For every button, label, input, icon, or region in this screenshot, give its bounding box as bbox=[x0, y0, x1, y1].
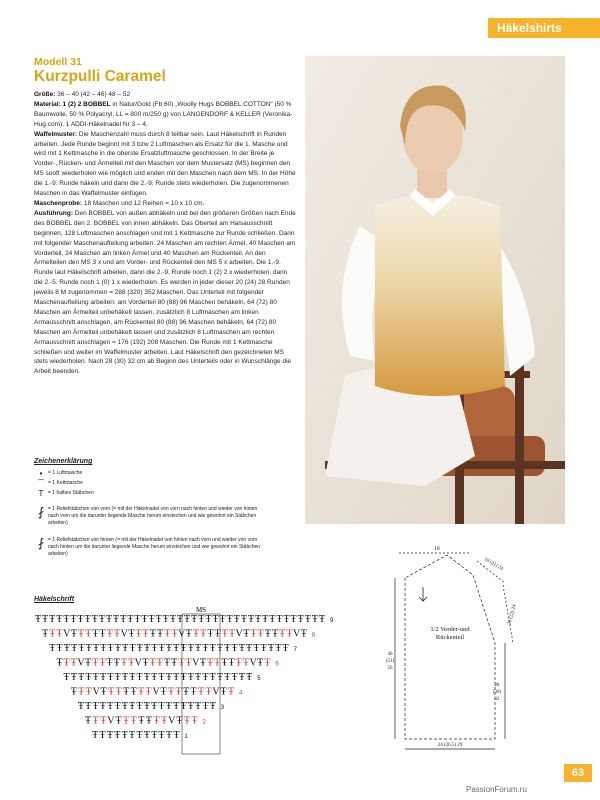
stitch-symbol: Ŧ bbox=[180, 701, 187, 712]
stitch-symbol: Ŧ bbox=[164, 628, 171, 640]
stitch-symbol: Ŧ bbox=[143, 701, 150, 712]
stitch-symbol: V bbox=[235, 628, 243, 640]
stitch-symbol: Ŧ bbox=[163, 657, 171, 669]
model-photo bbox=[305, 56, 565, 524]
stitch-symbol: Ŧ bbox=[77, 614, 84, 625]
stitch-symbol: Ŧ bbox=[106, 730, 114, 741]
stitch-symbol: Ŧ bbox=[92, 672, 99, 683]
stitch-symbol: Ŧ bbox=[162, 614, 169, 625]
stitch-symbol: Ŧ bbox=[129, 701, 136, 712]
stitch-symbol: Ŧ bbox=[190, 686, 197, 698]
row-number: 2 bbox=[202, 719, 206, 726]
svg-text:24 (26,5) 29: 24 (26,5) 29 bbox=[437, 743, 463, 748]
stitch-symbol: Ŧ bbox=[56, 643, 63, 654]
stitch-symbol: Ŧ bbox=[106, 628, 113, 640]
stitch-symbol: Ŧ bbox=[276, 614, 283, 625]
stitch-symbol: Ŧ bbox=[63, 657, 70, 669]
stitch-symbol: Ŧ bbox=[143, 672, 150, 683]
stitch-symbol: Ŧ bbox=[85, 628, 92, 640]
stitch-symbol: Ŧ bbox=[176, 614, 184, 625]
svg-text:(51): (51) bbox=[385, 659, 395, 664]
stitch-symbol: Ŧ bbox=[233, 614, 240, 625]
stitch-symbol: Ŧ bbox=[151, 730, 158, 741]
stitch-symbol: Ŧ bbox=[264, 657, 271, 669]
panel-label: 1/2 Vorder-und bbox=[430, 626, 470, 633]
stitch-symbol: Ŧ bbox=[180, 643, 187, 654]
stitch-symbol: V bbox=[92, 686, 100, 698]
stitch-symbol: Ŧ bbox=[92, 701, 99, 712]
stitch-symbol: Ŧ bbox=[165, 672, 172, 683]
stitch-symbol: Ŧ bbox=[115, 715, 122, 727]
stitch-symbol: Ŧ bbox=[156, 657, 163, 669]
stitch-symbol: Ŧ bbox=[107, 672, 114, 683]
stitch-symbol: Ŧ bbox=[129, 672, 136, 683]
stitch-symbol: Ŧ bbox=[98, 614, 105, 625]
stitch-symbol: Ŧ bbox=[155, 614, 162, 625]
stitch-symbol: Ŧ bbox=[250, 628, 257, 640]
stitch-symbol: Ŧ bbox=[202, 701, 209, 712]
stitch-symbol: Ŧ bbox=[242, 657, 249, 669]
stitch-symbol: Ŧ bbox=[92, 657, 99, 669]
stitch-symbol: Ŧ bbox=[216, 643, 224, 654]
stitch-symbol: Ŧ bbox=[136, 701, 143, 712]
stitch-symbol: Ŧ bbox=[279, 628, 286, 640]
row-number: 3 bbox=[220, 705, 225, 711]
stitch-symbol: Ŧ bbox=[63, 614, 70, 625]
stitch-symbol: Ŧ bbox=[151, 701, 158, 712]
stitch-symbol: Ŧ bbox=[130, 686, 137, 698]
stitch-symbol: Ŧ bbox=[130, 715, 137, 727]
stitch-symbol: Ŧ bbox=[149, 657, 156, 669]
stitch-symbol: Ŧ bbox=[49, 643, 56, 654]
stitch-symbol: Ŧ bbox=[238, 643, 245, 654]
stitch-symbol: Ŧ bbox=[113, 628, 121, 640]
stitch-symbol: Ŧ bbox=[171, 628, 178, 640]
pattern-paragraph: Waffelmuster: Die Maschenzahl muss durch 8 teilbar sein. Laut Häkelschrift in Runden arbeiten. Jede Runde beginnt mit 3 bzw 2 Luftmaschen als Ersatz für die 1. Masche und wird mit 1 Kettmasche in die oberste Ersatzluftmasche geschlossen. In der Breite je Vorder-, Rücken- und Ärmelteil mit den Maschen vor dem Mustersatz (MS) beginnen den MS sooft wiederholen wie möglich und enden mit den Maschen nach dem MS. In der Höhe die 1.-9. Runde häkeln und dann die 2.-9. Runde stets wiederholen. Die zugenommenen Maschen in das Waffelmuster einfügen. bbox=[34, 130, 296, 198]
row-number: 6 bbox=[275, 661, 279, 668]
stitch-symbol: Ŧ bbox=[220, 686, 227, 698]
stitch-symbol: Ŧ bbox=[145, 686, 152, 698]
stitch-symbol: Ŧ bbox=[173, 701, 180, 712]
stitch-symbol: Ŧ bbox=[264, 628, 271, 640]
model-number: Modell 31 bbox=[34, 56, 82, 68]
svg-text:18: 18 bbox=[434, 546, 440, 552]
stitch-symbol: Ŧ bbox=[107, 701, 114, 712]
stitch-symbol: Ŧ bbox=[70, 672, 77, 683]
stitch-symbol: Ŧ bbox=[151, 672, 158, 683]
stitch-symbol: Ŧ bbox=[165, 730, 173, 741]
stitch-symbol: Ŧ bbox=[108, 686, 115, 698]
stitch-symbol: Ŧ bbox=[173, 730, 180, 741]
stitch-symbol: Ŧ bbox=[113, 657, 120, 669]
stitch-symbol: Ŧ bbox=[311, 614, 318, 625]
svg-text:56: 56 bbox=[387, 666, 393, 671]
legend-title: Zeichenerklärung bbox=[34, 458, 93, 465]
stitch-symbol: V bbox=[77, 657, 85, 669]
stitch-symbol: Ŧ bbox=[49, 614, 56, 625]
stitch-symbol: Ŧ bbox=[134, 614, 141, 625]
stitch-symbol: Ŧ bbox=[70, 657, 77, 669]
stitch-symbol: Ŧ bbox=[34, 614, 42, 625]
stitch-symbol: Ŧ bbox=[207, 628, 214, 640]
stitch-symbol: Ŧ bbox=[105, 614, 113, 625]
stitch-symbol: Ŧ bbox=[85, 686, 92, 698]
size-paragraph: Größe: 36 – 40 (42 – 46) 48 – 52 bbox=[34, 91, 131, 98]
half-double-crochet-icon: T bbox=[38, 489, 44, 498]
stitch-symbol: Ŧ bbox=[184, 614, 191, 625]
stitch-symbol: Ŧ bbox=[49, 628, 56, 640]
stitch-symbol: Ŧ bbox=[158, 643, 165, 654]
stitch-symbol: Ŧ bbox=[205, 686, 212, 698]
stitch-symbol: Ŧ bbox=[56, 614, 63, 625]
stitch-symbol: Ŧ bbox=[228, 628, 236, 640]
stitch-symbol: Ŧ bbox=[169, 614, 176, 625]
stitch-symbol: Ŧ bbox=[282, 643, 289, 654]
stitch-symbol: Ŧ bbox=[209, 643, 216, 654]
stitch-symbol: Ŧ bbox=[180, 672, 187, 683]
stitch-symbol: Ŧ bbox=[176, 715, 183, 727]
stitch-symbol: Ŧ bbox=[78, 643, 85, 654]
stitch-symbol: Ŧ bbox=[42, 628, 49, 640]
legend-item: • = 1 Luftmasche bbox=[34, 470, 304, 478]
watermark: PassionForum.ru bbox=[466, 785, 527, 794]
stitch-symbol: Ŧ bbox=[216, 672, 224, 683]
stitch-symbol: Ŧ bbox=[100, 715, 107, 727]
stitch-symbol: Ŧ bbox=[123, 715, 130, 727]
stitch-symbol: Ŧ bbox=[123, 686, 130, 698]
stitch-symbol: Ŧ bbox=[199, 657, 206, 669]
stitch-symbol: Ŧ bbox=[161, 715, 168, 727]
stitch-symbol: Ŧ bbox=[214, 628, 221, 640]
stitch-symbol: Ŧ bbox=[187, 672, 194, 683]
legend-item: ⨏ = 1 Reliefstäbchen von hinten (= mit der Häkelnadel von hinten nach vorn und wieder von vorn nach hinten um die darunter liegende Masche herum einstechen und wie gewohnt ein Stäbchen arbeiten) bbox=[34, 537, 304, 558]
stitch-symbol: Ŧ bbox=[228, 657, 235, 669]
stitch-symbol: Ŧ bbox=[197, 686, 205, 698]
stitch-symbol: Ŧ bbox=[63, 672, 70, 683]
stitch-symbol: Ŧ bbox=[221, 628, 228, 640]
stitch-symbol: Ŧ bbox=[100, 672, 107, 683]
stitch-symbol: Ŧ bbox=[171, 657, 178, 669]
stitch-symbol: Ŧ bbox=[202, 643, 209, 654]
svg-text:20 (22) 24: 20 (22) 24 bbox=[507, 604, 518, 626]
stitch-symbol: Ŧ bbox=[224, 672, 231, 683]
legend-item: ⌒ = 1 Kettmasche bbox=[34, 480, 304, 488]
chart-title: Häkelschrift bbox=[34, 596, 75, 603]
sweater bbox=[375, 194, 505, 397]
stitch-symbol: Ŧ bbox=[206, 657, 214, 669]
stitch-symbol: Ŧ bbox=[297, 614, 304, 625]
stitch-symbol: Ŧ bbox=[185, 628, 192, 640]
stitch-symbol: Ŧ bbox=[231, 643, 238, 654]
stitch-symbol: Ŧ bbox=[85, 701, 92, 712]
stitch-symbol: Ŧ bbox=[209, 672, 216, 683]
stitch-symbol: Ŧ bbox=[247, 614, 255, 625]
stitch-symbol: Ŧ bbox=[107, 643, 114, 654]
stitch-symbol: Ŧ bbox=[160, 686, 167, 698]
svg-text:Rückenteil: Rückenteil bbox=[435, 634, 465, 641]
svg-text:18 (21) 24: 18 (21) 24 bbox=[482, 557, 504, 572]
stitch-symbol: Ŧ bbox=[191, 614, 198, 625]
stitch-symbol: V bbox=[168, 715, 176, 727]
stitch-symbol: Ŧ bbox=[300, 628, 307, 640]
stitch-symbol: Ŧ bbox=[85, 672, 92, 683]
stitch-symbol: Ŧ bbox=[91, 614, 98, 625]
svg-text:46: 46 bbox=[387, 652, 393, 657]
stitch-symbol: Ŧ bbox=[56, 657, 63, 669]
stitch-symbol: Ŧ bbox=[136, 730, 143, 741]
stitch-symbol: V bbox=[192, 657, 200, 669]
dot-icon: • bbox=[39, 469, 43, 478]
stitch-symbol: Ŧ bbox=[195, 643, 202, 654]
stitch-symbol: Ŧ bbox=[120, 614, 127, 625]
stitch-symbol: Ŧ bbox=[129, 730, 136, 741]
legend-item: ⨏ = 1 Reliefstäbchen von vorn (= mit der Häkelnadel von vorn nach hinten und wieder von hinten nach vorn um die darunter liegende Masche herum einstechen und wie gewohnt ein Stäbchen arbeiten) bbox=[34, 506, 304, 527]
stitch-symbol: Ŧ bbox=[149, 628, 156, 640]
stitch-symbol: Ŧ bbox=[283, 614, 290, 625]
stitch-symbol: Ŧ bbox=[70, 614, 77, 625]
stitch-symbol: Ŧ bbox=[187, 643, 194, 654]
svg-text:32: 32 bbox=[494, 697, 500, 702]
stitch-symbol: Ŧ bbox=[195, 672, 202, 683]
stitch-symbol: Ŧ bbox=[253, 643, 260, 654]
stitch-symbol: Ŧ bbox=[219, 614, 226, 625]
stitch-symbol: Ŧ bbox=[157, 628, 164, 640]
stitch-symbol: Ŧ bbox=[246, 672, 253, 683]
row-number: 9 bbox=[330, 618, 334, 624]
stitch-symbol: V bbox=[63, 628, 71, 640]
stitch-symbol: Ŧ bbox=[127, 614, 134, 625]
stitch-symbol: Ŧ bbox=[138, 715, 145, 727]
row-number: 4 bbox=[239, 690, 243, 697]
section-tab: Häkelshirts bbox=[488, 18, 600, 38]
stitch-symbol: Ŧ bbox=[231, 672, 238, 683]
stitch-symbol: Ŧ bbox=[187, 701, 194, 712]
material-paragraph: Material: 1 (2) 2 BOBBEL in Natur/Gold (Fb 60) „Woolly Hugs BOBBEL COTTON“ (50 % Baumwolle, 50 % Polyacryl, LL = 800 m/250 g) von LANGENDORF & KELLER (Veronika-Hug.com). 1 ADDI-Häkelnadel Nr 3 – 4. bbox=[34, 100, 293, 128]
stitch-symbol: Ŧ bbox=[148, 614, 155, 625]
stitch-symbol: Ŧ bbox=[106, 657, 113, 669]
stitch-symbol: Ŧ bbox=[318, 614, 326, 625]
stitch-symbol: Ŧ bbox=[243, 628, 250, 640]
stitch-symbol: Ŧ bbox=[158, 730, 165, 741]
stitch-symbol: Ŧ bbox=[113, 614, 120, 625]
stitch-symbol: Ŧ bbox=[142, 628, 149, 640]
crochet-chart bbox=[30, 606, 334, 758]
stitch-symbol: Ŧ bbox=[78, 628, 85, 640]
stitch-symbol: Ŧ bbox=[221, 657, 228, 669]
page-number: 63 bbox=[564, 764, 592, 782]
stitch-symbol: Ŧ bbox=[100, 686, 107, 698]
stitch-symbol: Ŧ bbox=[121, 701, 128, 712]
stitch-symbol: Ŧ bbox=[195, 701, 202, 712]
stitch-symbol: Ŧ bbox=[153, 715, 160, 727]
stitch-symbol: Ŧ bbox=[114, 701, 121, 712]
stitch-symbol: Ŧ bbox=[77, 701, 84, 712]
stitch-symbol: Ŧ bbox=[290, 614, 297, 625]
stitch-symbol: Ŧ bbox=[275, 643, 282, 654]
stitch-symbol: Ŧ bbox=[144, 643, 151, 654]
stitch-symbol: Ŧ bbox=[212, 614, 219, 625]
stitch-symbol: Ŧ bbox=[260, 643, 267, 654]
stitch-symbol: Ŧ bbox=[114, 730, 121, 741]
row-number: 7 bbox=[293, 647, 297, 653]
stitch-symbol: Ŧ bbox=[200, 628, 207, 640]
stitch-symbol: Ŧ bbox=[205, 614, 212, 625]
stitch-symbol: Ŧ bbox=[99, 730, 106, 741]
stitch-symbol: Ŧ bbox=[175, 686, 182, 698]
stitch-symbol: Ŧ bbox=[142, 657, 149, 669]
row-number: 8 bbox=[311, 632, 316, 639]
stitch-symbol: Ŧ bbox=[272, 628, 279, 640]
stitch-symbol: Ŧ bbox=[63, 643, 70, 654]
stitch-symbol: Ŧ bbox=[173, 643, 180, 654]
stitch-symbol: V bbox=[134, 657, 142, 669]
stitch-symbol: Ŧ bbox=[85, 657, 92, 669]
stitch-symbol: Ŧ bbox=[136, 672, 143, 683]
instructions-column bbox=[34, 56, 296, 377]
stitch-symbol: Ŧ bbox=[129, 643, 136, 654]
stitch-symbol: Ŧ bbox=[235, 657, 242, 669]
stitch-symbol: Ŧ bbox=[257, 657, 264, 669]
front-post-icon: ⨏ bbox=[37, 505, 45, 519]
stitch-symbol: Ŧ bbox=[226, 614, 233, 625]
stitch-symbol: Ŧ bbox=[158, 672, 165, 683]
svg-text:(30): (30) bbox=[492, 690, 502, 695]
stitch-symbol: Ŧ bbox=[141, 614, 148, 625]
legend-item: T = 1 halbes Stäbchen bbox=[34, 490, 304, 498]
stitch-symbol: Ŧ bbox=[238, 672, 245, 683]
stitch-symbol: Ŧ bbox=[99, 701, 106, 712]
stitch-symbol: Ŧ bbox=[145, 715, 152, 727]
stitch-symbol: Ŧ bbox=[269, 614, 276, 625]
stitch-symbol: Ŧ bbox=[183, 715, 191, 727]
stitch-symbol: Ŧ bbox=[85, 643, 92, 654]
ms-label: MS bbox=[195, 606, 207, 614]
stitch-symbol: Ŧ bbox=[92, 715, 99, 727]
stitch-symbol: Ŧ bbox=[185, 657, 192, 669]
stitch-symbol: V bbox=[292, 628, 301, 640]
stitch-symbol: Ŧ bbox=[138, 686, 145, 698]
stitch-symbol: V bbox=[249, 657, 257, 669]
stitch-symbol: Ŧ bbox=[198, 614, 205, 625]
stitch-symbol: Ŧ bbox=[246, 643, 253, 654]
stitch-symbol: Ŧ bbox=[122, 643, 129, 654]
stitch-symbol: Ŧ bbox=[168, 686, 175, 698]
stitch-symbol: Ŧ bbox=[100, 643, 107, 654]
stitch-symbol: Ŧ bbox=[136, 643, 143, 654]
stitch-symbol: Ŧ bbox=[240, 614, 247, 625]
stitch-symbol: V bbox=[152, 686, 160, 698]
stitch-symbol: Ŧ bbox=[224, 643, 231, 654]
stitch-symbol: Ŧ bbox=[192, 628, 200, 640]
stitch-symbol: Ŧ bbox=[120, 657, 128, 669]
stitch-symbol: Ŧ bbox=[209, 701, 216, 712]
stitch-symbol: Ŧ bbox=[42, 614, 49, 625]
stitch-symbol: Ŧ bbox=[143, 730, 150, 741]
stitch-symbol: Ŧ bbox=[70, 628, 77, 640]
stitch-symbol: Ŧ bbox=[99, 628, 106, 640]
stitch-symbol: V bbox=[107, 715, 115, 727]
stitch-symbol: Ŧ bbox=[70, 686, 77, 698]
stitch-symbol: Ŧ bbox=[173, 672, 180, 683]
stitch-symbol: Ŧ bbox=[114, 672, 121, 683]
stitch-symbol: Ŧ bbox=[202, 672, 209, 683]
stitch-symbol: Ŧ bbox=[214, 657, 221, 669]
arc-icon: ⌒ bbox=[37, 479, 45, 488]
stitch-symbol: Ŧ bbox=[114, 643, 121, 654]
stitch-symbol: Ŧ bbox=[78, 672, 85, 683]
stitch-symbol: Ŧ bbox=[78, 686, 85, 698]
stitch-symbol: Ŧ bbox=[262, 614, 269, 625]
stitch-symbol: Ŧ bbox=[178, 657, 185, 669]
stitch-symbol: Ŧ bbox=[92, 730, 99, 741]
stitch-symbol: Ŧ bbox=[267, 643, 275, 654]
row-number: 5 bbox=[257, 676, 261, 682]
stitch-symbol: Ŧ bbox=[92, 628, 99, 640]
stitch-symbol: Ŧ bbox=[165, 701, 172, 712]
stitch-symbol: Ŧ bbox=[128, 628, 135, 640]
stitch-symbol: Ŧ bbox=[128, 657, 135, 669]
stitch-symbol: Ŧ bbox=[99, 657, 106, 669]
panel-outline bbox=[405, 555, 495, 739]
back-post-icon: ⨏ bbox=[37, 536, 45, 550]
arrow-down-icon bbox=[419, 587, 427, 601]
stitch-symbol: Ŧ bbox=[165, 643, 172, 654]
execution-paragraph: Ausführung: Den BOBBEL von außen abhäkeln und bei den größeren Größen nach Ende des BOBBEL den 2. BOBBEL von innen abhäkeln. Das Oberteil am Halsausschnitt beginnen, 128 Luftmaschen anschlagen und mit 1 Kettmasche zur Runde schließen. Dann mit folgender Maschenaufteilung arbeiten: 24 Maschen am rechten Ärmel, 40 Maschen am Vorderteil, 24 Maschen am linken Ärmel und 40 Maschen am Rückenteil. An den Ärmelteilen den MS 3 x und am Vorder- und Rückenteil den MS 5 x arbeiten. Die 1.-9. Runde laut Häkelschrift arbeiten, dann die 2.-9. Runde noch 1 (2) 2 x wiederholen, dann die 2.-5. Runde noch 1 (0) 1 x wiederholen. Es werden in jeder dieser 20 (24) 28 Runden jeweils 8 M zugenommen = 288 (320) 352 Maschen. Das Unterteil mit folgender Maschenaufteilung arbeiten: am Vorderteil 80 (88) 96 Maschen behäkeln, 64 (72) 80 Maschen am Ärmelteil unbehäkelt lassen, zusätzlich 8 Luftmaschen am linken Armausschnitt anschlagen, am Rückenteil 80 (88) 96 Maschen behäkeln, 64 (72) 80 Maschen am Ärmelteil unbehäkelt lassen und zusätzlich 8 Luftmaschen am rechten Armausschnitt anschlagen = 176 (192) 208 Maschen. Die Runde mit 1 Kettmasche schließen und weiter im Waffelmuster arbeiten. Laut Häkelschrift den gezeichneten MS stets wiederholen. Nach 28 (30) 32 cm ab Beginn des Unterteils oder in Wunschlänge die Arbeit beenden. bbox=[34, 209, 296, 376]
stitch-symbol: Ŧ bbox=[183, 686, 190, 698]
stitch-symbol: Ŧ bbox=[92, 643, 100, 654]
page-title: Kurzpulli Caramel bbox=[34, 68, 166, 85]
stitch-symbol: Ŧ bbox=[227, 686, 235, 698]
stitch-symbol: Ŧ bbox=[84, 614, 91, 625]
stitch-symbol: Ŧ bbox=[71, 643, 78, 654]
svg-text:28: 28 bbox=[494, 683, 500, 688]
stitch-symbol: Ŧ bbox=[158, 701, 165, 712]
stitch-symbol: Ŧ bbox=[115, 686, 122, 698]
stitch-symbol: Ŧ bbox=[286, 628, 293, 640]
stitch-symbol: Ŧ bbox=[151, 643, 158, 654]
stitch-symbol: Ŧ bbox=[255, 614, 262, 625]
stitch-symbol: Ŧ bbox=[304, 614, 311, 625]
stitch-symbol: V bbox=[120, 628, 128, 640]
garment-schematic bbox=[385, 543, 550, 753]
stitch-symbol: Ŧ bbox=[85, 715, 92, 727]
stitch-symbol: Ŧ bbox=[121, 730, 128, 741]
stitch-symbol: Ŧ bbox=[257, 628, 264, 640]
gauge-paragraph: Maschenprobe: 18 Maschen und 12 Reihen = 10 x 10 cm. bbox=[34, 199, 205, 207]
stitch-symbol: V bbox=[212, 686, 220, 698]
instructions-text bbox=[34, 90, 296, 377]
stitch-symbol: V bbox=[178, 628, 186, 640]
stitch-symbol: Ŧ bbox=[121, 672, 129, 683]
symbol-legend bbox=[34, 458, 304, 568]
row-number: 1 bbox=[184, 734, 188, 740]
stitch-symbol: Ŧ bbox=[191, 715, 198, 727]
stitch-symbol: Ŧ bbox=[56, 628, 63, 640]
stitch-symbol: Ŧ bbox=[135, 628, 142, 640]
